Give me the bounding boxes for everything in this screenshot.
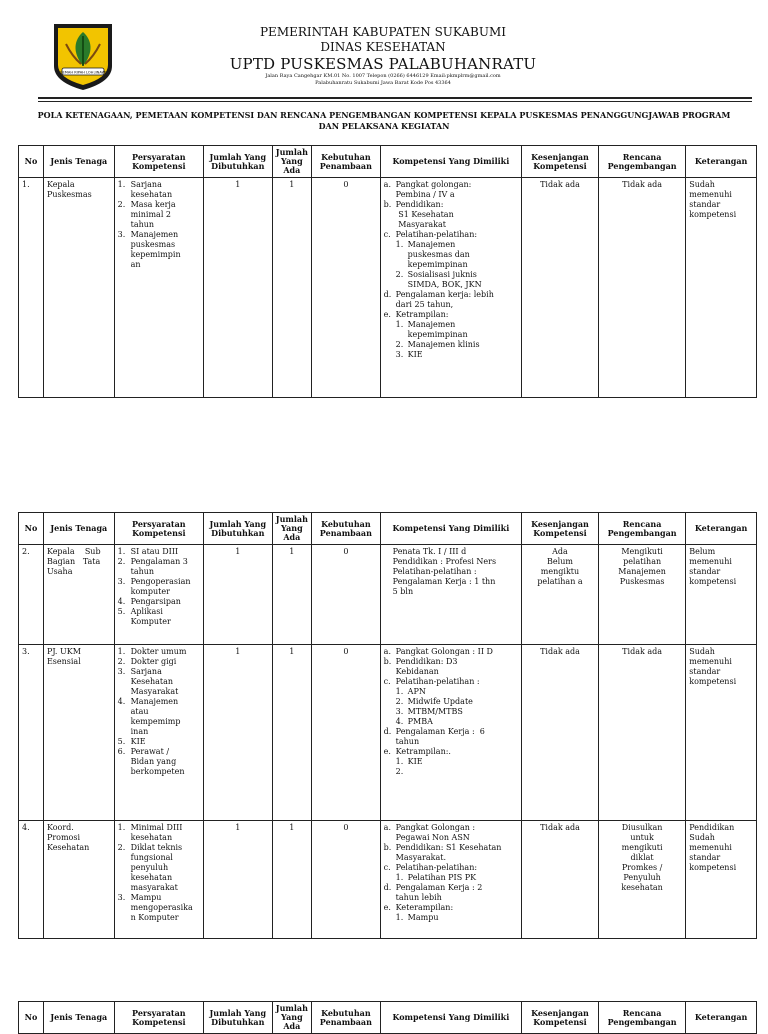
item-text: Pendidikan: S1 Kesehatan Masyarakat — [395, 200, 454, 229]
subitem-text: Manajemen kepemimpinan — [407, 320, 468, 339]
item-number: 1. — [117, 547, 126, 556]
header-institution: UPTD PUSKESMAS PALABUHANRATU — [229, 55, 537, 73]
cell-ada: 1 — [272, 821, 311, 939]
cell-syarat — [114, 645, 203, 821]
competency-subitem — [384, 767, 518, 777]
item-letter: b. — [383, 843, 392, 852]
item-text: Pengalaman Kerja : 6 tahun — [395, 727, 485, 746]
column-header: Jumlah Yang Dibutuhkan — [204, 513, 273, 545]
cell-syarat — [114, 821, 203, 939]
item-number: 4. — [117, 697, 126, 706]
item-text: Pengarsipan — [130, 597, 181, 606]
cell-kesenjangan: Tidak ada — [522, 178, 599, 398]
list-item — [118, 577, 200, 597]
competency-subitem — [384, 340, 518, 350]
item-number: 4. — [117, 597, 126, 606]
cell-rencana: Mengikuti pelatihan Manajemen Puskesmas — [598, 545, 685, 645]
subitem-text: Midwife Update — [407, 697, 473, 706]
item-letter: c. — [383, 677, 391, 686]
competency-item — [384, 647, 518, 657]
cell-kompetensi — [380, 545, 521, 645]
column-header: Persyaratan Kompetensi — [114, 1002, 203, 1034]
item-text: Pangkat Golongan : II D — [395, 647, 493, 656]
list-item — [118, 843, 200, 893]
subitem-text: APN — [407, 687, 426, 696]
item-text: Keterampilan: — [395, 903, 454, 912]
list-item — [118, 547, 200, 557]
item-text: Dokter gigi — [130, 657, 177, 666]
list-item — [118, 697, 200, 737]
requirement-list — [118, 180, 200, 270]
competency-subitem — [384, 757, 518, 767]
competency-subitem — [384, 320, 518, 340]
item-text: KIE — [130, 737, 146, 746]
cell-kesenjangan: Ada Belum mengiktu pelatihan a — [522, 545, 599, 645]
item-number: 1. — [117, 823, 126, 832]
item-number: 5. — [117, 737, 126, 746]
column-header: No — [19, 146, 44, 178]
item-letter: e. — [383, 310, 391, 319]
document-title: POLA KETENAGAAN, PEMETAAN KOMPETENSI DAN RENCANA PENGEMBANGAN KOMPETENSI KEPALA PUSKESMAS PENANGGUNGJAWAB PROGRAM DAN PELAKSANA KEGIATAN — [37, 110, 731, 131]
item-text: Minimal DIII kesehatan — [130, 823, 183, 842]
competency-subitem — [384, 240, 518, 270]
cell-syarat — [114, 545, 203, 645]
competency-item — [384, 843, 518, 863]
item-number: 1. — [117, 180, 126, 189]
cell-no: 2. — [19, 545, 44, 645]
column-header: Kompetensi Yang Dimiliki — [380, 513, 521, 545]
list-item — [118, 747, 200, 777]
subitem-number: 4. — [395, 717, 404, 726]
item-text: Pelatihan-pelatihan: — [395, 863, 478, 872]
item-text: Dokter umum — [130, 647, 187, 656]
list-item — [118, 647, 200, 657]
column-header: Keterangan — [686, 1002, 757, 1034]
item-letter: c. — [383, 230, 391, 239]
item-number: 2. — [117, 557, 126, 566]
cell-kompetensi — [380, 645, 521, 821]
cell-dibutuhkan: 1 — [204, 645, 273, 821]
subitem-text: PMBA — [407, 717, 433, 726]
column-header: Keterangan — [686, 513, 757, 545]
item-number: 6. — [117, 747, 126, 756]
competency-item — [384, 200, 518, 230]
column-header: Kebutuhan Penambaan — [312, 146, 381, 178]
item-text: Pelatihan-pelatihan: — [395, 230, 478, 239]
item-text: Pengalaman 3 tahun — [130, 557, 188, 576]
cell-penambahan: 0 — [312, 545, 381, 645]
subitem-number: 1. — [395, 240, 404, 249]
cell-dibutuhkan: 1 — [204, 178, 273, 398]
item-text: Pelatihan-pelatihan : — [395, 677, 480, 686]
subitem-text: KIE — [407, 757, 423, 766]
competency-item — [384, 547, 518, 597]
logo-motto: GEMAH RIPAH LOH JINAWI — [59, 70, 107, 75]
item-letter: b. — [383, 657, 392, 666]
cell-kesenjangan: Tidak ada — [522, 645, 599, 821]
table-header-row — [19, 1002, 757, 1034]
subitem-number: 2. — [395, 270, 404, 279]
subitem-number: 1. — [395, 687, 404, 696]
subitem-text: MTBM/MTBS — [407, 707, 463, 716]
cell-ada: 1 — [272, 178, 311, 398]
item-text: Manajemen atau kempemimp inan — [130, 697, 181, 736]
table-row — [19, 178, 757, 398]
competency-item — [384, 290, 518, 310]
competency-subitem — [384, 873, 518, 883]
item-letter: a. — [383, 180, 391, 189]
competency-subitem — [384, 707, 518, 717]
competency-subitem — [384, 913, 518, 923]
competency-item — [384, 727, 518, 747]
list-item — [118, 667, 200, 697]
column-header: Jenis Tenaga — [43, 513, 114, 545]
competency-table — [18, 1001, 757, 1034]
item-text: Mampu mengoperasika n Komputer — [130, 893, 193, 922]
cell-rencana: Diusulkan untuk mengikuti diklat Promkes / Penyuluh kesehatan — [598, 821, 685, 939]
list-item — [118, 597, 200, 607]
item-text: Penata Tk. I / III d Pendidikan : Profesi Ners Pelatihan-pelatihan : Pengalaman Kerja : 1 thn 5 bln — [392, 547, 497, 596]
item-text: Diklat teknis fungsional penyuluh kesehatan masyarakat — [130, 843, 183, 892]
cell-kesenjangan: Tidak ada — [522, 821, 599, 939]
item-text: Pangkat Golongan : Pegawai Non ASN — [395, 823, 476, 842]
item-text: SI atau DIII — [130, 547, 179, 556]
cell-dibutuhkan: 1 — [204, 821, 273, 939]
requirement-list — [118, 547, 200, 627]
cell-ada: 1 — [272, 645, 311, 821]
cell-no: 1. — [19, 178, 44, 398]
column-header: Jumlah Yang Dibutuhkan — [204, 146, 273, 178]
item-text: Masa kerja minimal 2 tahun — [130, 200, 176, 229]
item-number: 3. — [117, 667, 126, 676]
item-text: Ketrampilan:. — [395, 747, 451, 756]
competency-subitem — [384, 270, 518, 290]
list-item — [118, 180, 200, 200]
list-item — [118, 737, 200, 747]
competency-item — [384, 883, 518, 903]
item-text: Pengalaman kerja: lebih dari 25 tahun, — [395, 290, 494, 309]
subitem-text: Manajemen puskesmas dan kepemimpinan — [407, 240, 470, 269]
letterhead-rule-thin — [38, 101, 752, 102]
column-header: Kebutuhan Penambaan — [312, 1002, 381, 1034]
list-item — [118, 607, 200, 627]
cell-keterangan: Sudah memenuhi standar kompetensi — [686, 645, 757, 821]
competency-table — [18, 512, 757, 939]
item-number: 3. — [117, 893, 126, 902]
column-header: Jumlah Yang Dibutuhkan — [204, 1002, 273, 1034]
table-header-row — [19, 146, 757, 178]
column-header: Jumlah Yang Ada — [272, 146, 311, 178]
item-letter: e. — [383, 903, 391, 912]
subitem-text: Pelatihan PIS PK — [407, 873, 477, 882]
column-header: Rencana Pengembangan — [598, 146, 685, 178]
column-header: Jumlah Yang Ada — [272, 1002, 311, 1034]
item-letter: a. — [383, 647, 391, 656]
cell-penambahan: 0 — [312, 645, 381, 821]
header-department: DINAS KESEHATAN — [320, 40, 446, 54]
header-address: Jalan Raya Cangehgar KM.01 No. 1007 Telepon (0266) 6446129 Email:pkmplrm@gmail.com — [265, 73, 501, 79]
competency-item — [384, 230, 518, 240]
table-header-row — [19, 513, 757, 545]
column-header: Persyaratan Kompetensi — [114, 146, 203, 178]
cell-kompetensi — [380, 178, 521, 398]
column-header: No — [19, 513, 44, 545]
list-item — [118, 823, 200, 843]
item-text: Sarjana kesehatan — [130, 180, 173, 199]
competency-subitem — [384, 350, 518, 360]
cell-jenis: Kepala Sub Bagian Tata Usaha — [43, 545, 114, 645]
column-header: Kompetensi Yang Dimiliki — [380, 146, 521, 178]
subitem-number: 1. — [395, 757, 404, 766]
cell-rencana: Tidak ada — [598, 645, 685, 821]
subitem-number: 1. — [395, 873, 404, 882]
column-header: Jenis Tenaga — [43, 1002, 114, 1034]
cell-ada: 1 — [272, 545, 311, 645]
subitem-number: 3. — [395, 707, 404, 716]
requirement-list — [118, 647, 200, 777]
list-item — [118, 200, 200, 230]
table-row — [19, 821, 757, 939]
subitem-number: 2. — [395, 697, 404, 706]
cell-kompetensi — [380, 821, 521, 939]
letterhead-rule — [38, 97, 752, 99]
column-header: Kesenjangan Kompetensi — [522, 1002, 599, 1034]
list-item — [118, 657, 200, 667]
competency-item — [384, 180, 518, 200]
competency-item — [384, 863, 518, 873]
column-header: Rencana Pengembangan — [598, 1002, 685, 1034]
competency-item — [384, 823, 518, 843]
table-row — [19, 545, 757, 645]
column-header: Jumlah Yang Ada — [272, 513, 311, 545]
cell-no: 4. — [19, 821, 44, 939]
item-number: 2. — [117, 843, 126, 852]
competency-table — [18, 145, 757, 398]
cell-syarat — [114, 178, 203, 398]
item-number: 3. — [117, 577, 126, 586]
subitem-number: 2. — [395, 767, 404, 776]
subitem-number: 3. — [395, 350, 404, 359]
header-address-city: Palabuhanratu Sukabumi Jawa Barat Kode Pos 43364 — [315, 80, 451, 86]
cell-no: 3. — [19, 645, 44, 821]
item-letter: b. — [383, 200, 392, 209]
subitem-text: Manajemen klinis — [407, 340, 480, 349]
item-letter: a. — [383, 823, 391, 832]
column-header: Kesenjangan Kompetensi — [522, 513, 599, 545]
item-text: Aplikasi Komputer — [130, 607, 171, 626]
competency-item — [384, 747, 518, 757]
cell-jenis: Koord. Promosi Kesehatan — [43, 821, 114, 939]
cell-keterangan: Belum memenuhi standar kompetensi — [686, 545, 757, 645]
subitem-text: Mampu — [407, 913, 439, 922]
item-text: Sarjana Kesehatan Masyarakat — [130, 667, 179, 696]
competency-item — [384, 310, 518, 320]
list-item — [118, 893, 200, 923]
cell-jenis: Kepala Puskesmas — [43, 178, 114, 398]
item-letter: d. — [383, 727, 392, 736]
cell-dibutuhkan: 1 — [204, 545, 273, 645]
list-item — [118, 230, 200, 270]
item-text: Pendidikan: S1 Kesehatan Masyarakat. — [395, 843, 502, 862]
item-text: Pendidikan: D3 Kebidanan — [395, 657, 458, 676]
subitem-number: 2. — [395, 340, 404, 349]
cell-penambahan: 0 — [312, 821, 381, 939]
subitem-text: Sosialisasi juknis SIMDA, BOK, JKN — [407, 270, 482, 289]
item-number: 3. — [117, 230, 126, 239]
item-text: Pengoperasian komputer — [130, 577, 191, 596]
item-number: 5. — [117, 607, 126, 616]
competency-item — [384, 677, 518, 687]
subitem-text: KIE — [407, 350, 423, 359]
cell-jenis: PJ. UKM Esensial — [43, 645, 114, 821]
item-letter — [384, 547, 393, 597]
competency-subitem — [384, 717, 518, 727]
requirement-list — [118, 823, 200, 923]
item-letter: d. — [383, 883, 392, 892]
item-letter: d. — [383, 290, 392, 299]
column-header: Kesenjangan Kompetensi — [522, 146, 599, 178]
item-text: Ketrampilan: — [395, 310, 449, 319]
item-text: Manajemen puskesmas kepemimpin an — [130, 230, 181, 269]
item-letter: e. — [383, 747, 391, 756]
column-header: Kompetensi Yang Dimiliki — [380, 1002, 521, 1034]
column-header: Keterangan — [686, 146, 757, 178]
table-row — [19, 645, 757, 821]
subitem-number: 1. — [395, 913, 404, 922]
column-header: Persyaratan Kompetensi — [114, 513, 203, 545]
competency-subitem — [384, 697, 518, 707]
column-header: No — [19, 1002, 44, 1034]
competency-item — [384, 903, 518, 913]
header-government: PEMERINTAH KABUPATEN SUKABUMI — [259, 25, 507, 39]
item-text: Perawat / Bidan yang berkompeten — [130, 747, 185, 776]
column-header: Rencana Pengembangan — [598, 513, 685, 545]
cell-keterangan: Pendidikan Sudah memenuhi standar kompetensi — [686, 821, 757, 939]
subitem-number: 1. — [395, 320, 404, 329]
cell-rencana: Tidak ada — [598, 178, 685, 398]
item-letter: c. — [383, 863, 391, 872]
column-header: Kebutuhan Penambaan — [312, 513, 381, 545]
cell-keterangan: Sudah memenuhi standar kompetensi — [686, 178, 757, 398]
item-number: 2. — [117, 657, 126, 666]
column-header: Jenis Tenaga — [43, 146, 114, 178]
item-text: Pengalaman Kerja : 2 tahun lebih — [395, 883, 483, 902]
sukabumi-regency-logo — [52, 22, 114, 92]
item-number: 1. — [117, 647, 126, 656]
list-item — [118, 557, 200, 577]
competency-item — [384, 657, 518, 677]
item-text: Pangkat golongan: Pembina / IV a — [395, 180, 472, 199]
cell-penambahan: 0 — [312, 178, 381, 398]
competency-subitem — [384, 687, 518, 697]
item-number: 2. — [117, 200, 126, 209]
